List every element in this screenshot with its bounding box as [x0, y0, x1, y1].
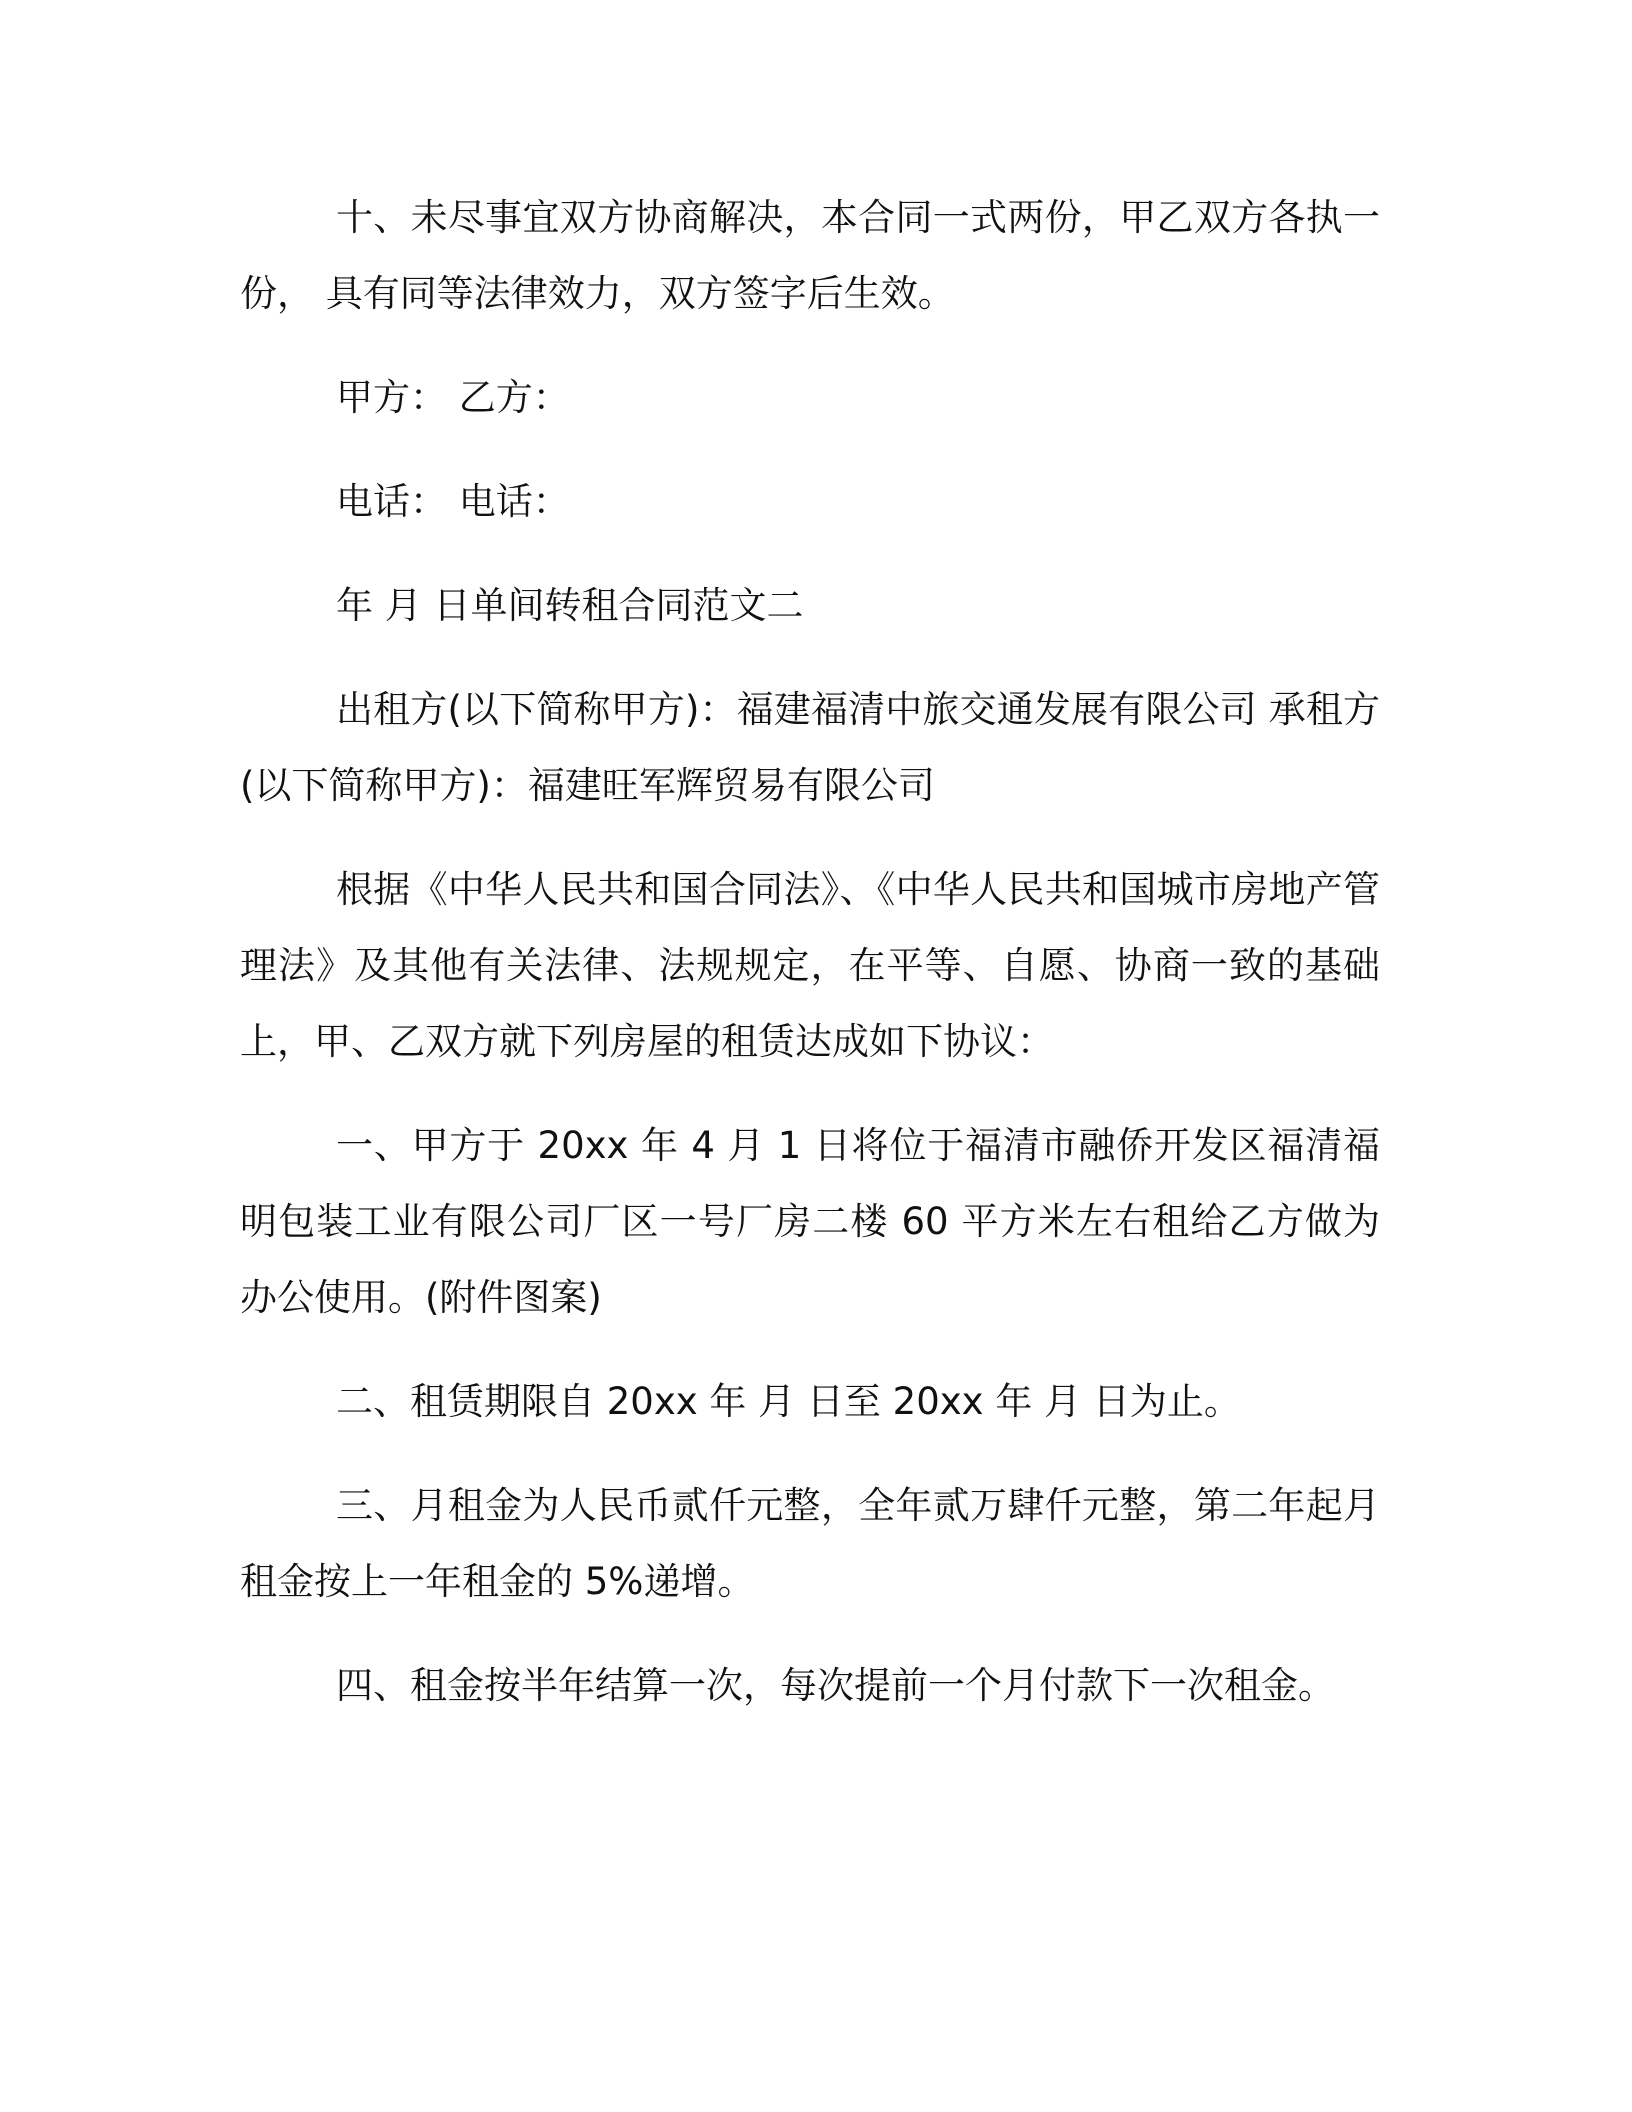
party-signature-line: 甲方： 乙方： — [336, 376, 570, 419]
legal-basis-paragraph: 根据《中华人民共和国合同法》、《中华人民共和国城市房地产管理法》及其他有关法律、法规规定，在平等、自愿、协商一致的基础上，甲、乙双方就下列房屋的租赁达成如下协议： — [240, 868, 1380, 1063]
parties-paragraph: 出租方(以下简称甲方)：福建福清中旅交通发展有限公司 承租方(以下简称甲方)：福建旺军辉贸易有限公司 — [240, 688, 1380, 807]
clause-four-paragraph: 四、租金按半年结算一次，每次提前一个月付款下一次租金。 — [336, 1664, 1335, 1707]
section-title: 年 月 日单间转租合同范文二 — [336, 584, 804, 627]
phone-line: 电话： 电话： — [336, 480, 570, 523]
clause-one-paragraph: 一、甲方于 20xx 年 4 月 1 日将位于福清市融侨开发区福清福明包装工业有限公司厂区一号厂房二楼 60 平方米左右租给乙方做为办公使用。(附件图案) — [240, 1124, 1380, 1319]
clause-ten-paragraph: 十、未尽事宜双方协商解决，本合同一式两份，甲乙双方各执一份， 具有同等法律效力，双方签字后生效。 — [240, 196, 1380, 315]
document-body — [240, 180, 1380, 1752]
clause-two-paragraph: 二、租赁期限自 20xx 年 月 日至 20xx 年 月 日为止。 — [336, 1380, 1241, 1423]
clause-three-paragraph: 三、月租金为人民币贰仟元整，全年贰万肆仟元整，第二年起月租金按上一年租金的 5%递增。 — [240, 1484, 1380, 1603]
